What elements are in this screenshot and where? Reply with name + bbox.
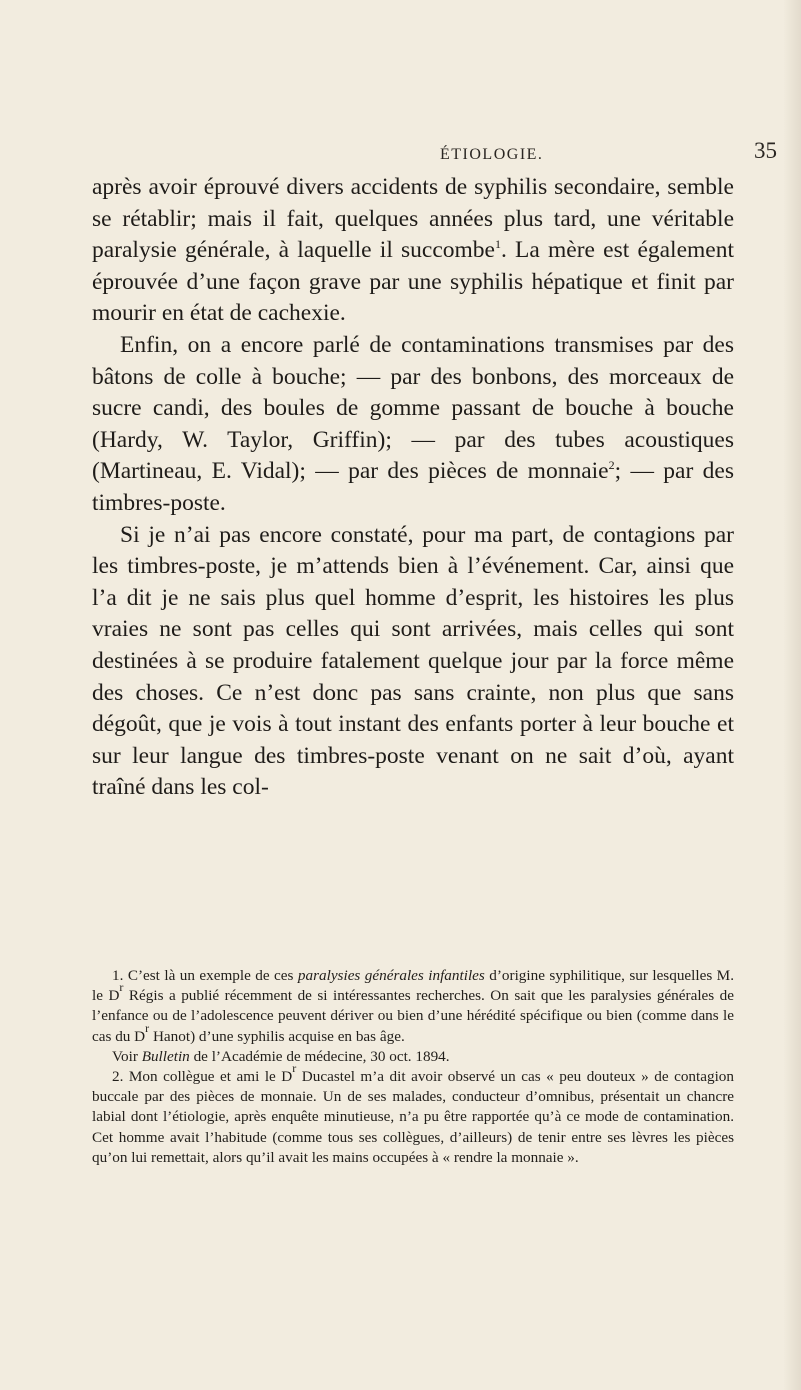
footnote-2-sup: r xyxy=(292,1061,297,1076)
footnote-2-text-b: Ducastel m’a dit avoir observé un cas « peu douteux » de contagion buccale par des pièces de monnaie. Un de ses malades, conducteur d’omnibus, présentait un chancre labial dont l’étiologie, après enquête minutieuse, n’a pu être rapportée qu’à ce mode de contamination. Cet homme avait l’habitude (comme tous ses collègues, d’ailleurs) de tenir entre ses lèvres les pièces qu’on lui remettait, alors qu’il avait les mains occupées à « rendre la monnaie ». xyxy=(92,1068,734,1166)
reference-italic: Bulletin xyxy=(141,1047,190,1065)
paragraph-1-text-a: après avoir éprouvé divers accidents de syphilis secondaire, semble se rétablir; mais il fait, quelques années plus tard, une véritable paralysie générale, à laquelle il succombe xyxy=(92,174,734,264)
footnote-1-italic: paralysies générales infantiles xyxy=(297,967,485,984)
footnote-ref-1: 1 xyxy=(495,237,501,252)
footnote-1-text-c: Régis a publié récemment de si intéressantes recherches. On sait que les paralysies générales de l’enfance ou de l’adolescence peuvent dériver ou bien d’une hérédité spécifique ou bien (comme dans le cas du D xyxy=(92,987,735,1045)
paragraph-1 xyxy=(92,172,734,330)
page-number: 35 xyxy=(754,138,777,163)
reference-text-b: de l’Académie de médecine, 30 oct. 1894. xyxy=(189,1047,450,1065)
footnote-1-reference xyxy=(92,1047,734,1067)
running-title: ÉTIOLOGIE. xyxy=(440,146,544,163)
footnote-1-text-b: d’origine syphilitique, sur lesquelles M. le D xyxy=(92,967,734,1005)
page-edge-shadow xyxy=(783,0,801,1390)
footnote-1-text-a: 1. C’est là un exemple de ces xyxy=(112,967,298,984)
paragraph-1-text-b: . La mère est également éprouvée d’une façon grave par une syphilis hépatique et finit par mourir en état de cachexie. xyxy=(92,237,734,327)
footnote-2 xyxy=(92,1061,734,1168)
paragraph-2-text-b: ; — par des timbres-poste. xyxy=(92,458,734,516)
footnote-ref-2: 2 xyxy=(608,458,615,473)
paragraph-3: Si je n’ai pas encore constaté, pour ma part, de contagions par les timbres-poste, je m’attends bien à l’événement. Car, ainsi que l’a dit je ne sais plus quel homme d’esprit, les histoires les plus vraies ne sont pas celles qui sont arrivées, mais celles qui sont destinées à se produire fatalement quelque jour par la force même des choses. Ce n’est donc pas sans crainte, non plus que sans dégoût, que je vois à tout instant des enfants porter à leur bouche et sur leur langue des timbres-poste venant on ne sait d’où, ayant traîné dans les col- xyxy=(92,521,734,801)
footnote-2-text-a: 2. Mon collègue et ami le D xyxy=(112,1068,293,1086)
paragraph-2-text-a: Enfin, on a encore parlé de contaminations transmises par des bâtons de colle à bouche; — par des bonbons, des morceaux de sucre candi, des boules de gomme passant de bouche à bouche (Hardy, W. Taylor, Griffin); — par des tubes acoustiques (Martineau, E. Vidal); — par des pièces de monnaie xyxy=(92,331,734,485)
footnote-1-text-d: Hanot) d’une syphilis acquise en bas âge. xyxy=(149,1027,405,1045)
paragraph-2 xyxy=(92,330,734,520)
footnotes xyxy=(92,966,734,1168)
footnote-1-sup-2: r xyxy=(145,1020,150,1035)
running-head xyxy=(0,138,801,168)
reference-text-a: Voir xyxy=(112,1047,142,1065)
footnote-1 xyxy=(92,966,734,1047)
footnote-1-sup: r xyxy=(119,980,124,995)
main-text xyxy=(92,172,734,804)
